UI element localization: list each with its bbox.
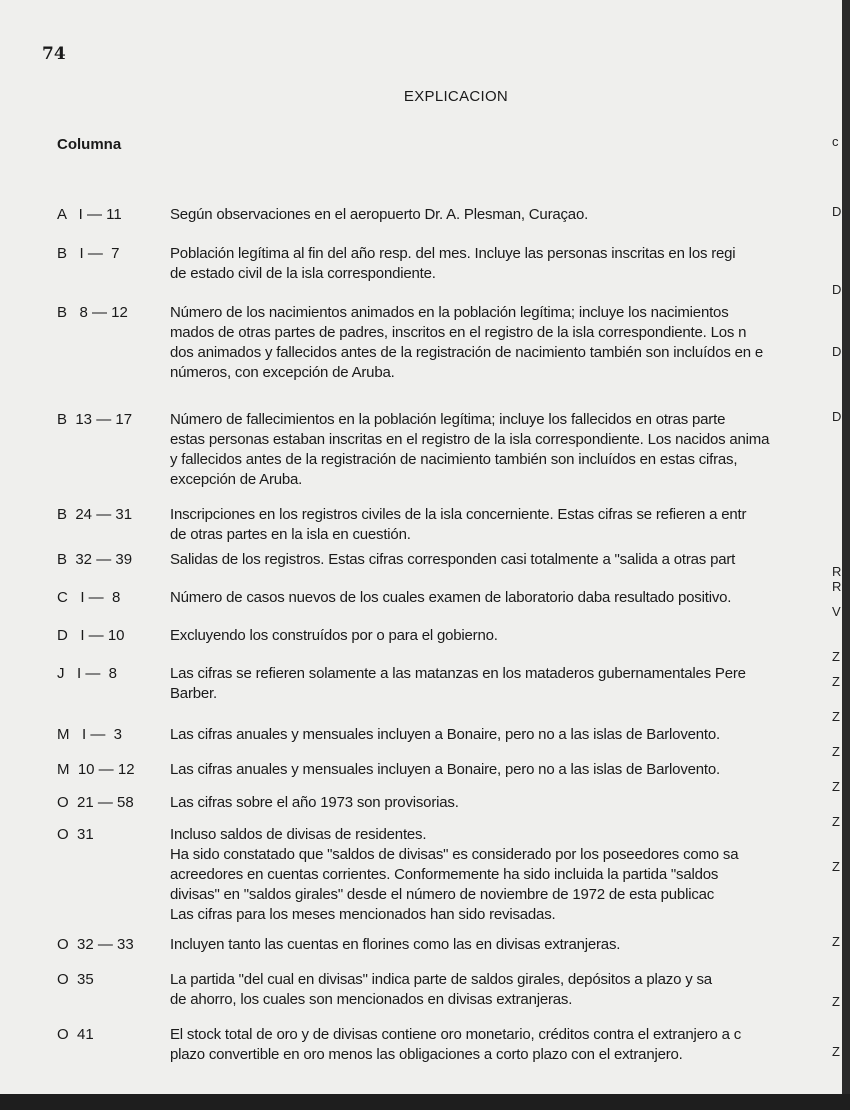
text-line: Las cifras anuales y mensuales incluyen a Bonaire, pero no a las islas de Barlovento.	[170, 726, 720, 743]
text-line: Las cifras sobre el año 1973 son provisorias.	[170, 794, 459, 811]
explanation-text	[170, 626, 828, 646]
margin-letter: Z	[832, 1044, 840, 1059]
explanation-text	[170, 205, 828, 225]
column-code: O 32 — 33	[57, 936, 134, 953]
explanation-text	[170, 303, 828, 383]
margin-letter: R	[832, 579, 842, 594]
explanation-text	[170, 244, 828, 284]
text-line: Salidas de los registros. Estas cifras corresponden casi totalmente a "salida a otras part	[170, 551, 736, 568]
column-code: J I — 8	[57, 665, 118, 682]
column-code: B 13 — 17	[57, 411, 133, 428]
column-code: B 32 — 39	[57, 551, 133, 568]
margin-letter: Z	[832, 779, 840, 794]
explanation-text	[170, 760, 828, 780]
explanation-text	[170, 725, 828, 745]
text-line: Según observaciones en el aeropuerto Dr. A. Plesman, Curaçao.	[170, 206, 589, 223]
margin-letter: Z	[832, 934, 840, 949]
text-line: de ahorro, los cuales son mencionados en divisas extranjeras.	[170, 991, 573, 1008]
text-line: divisas" en "saldos girales" desde el número de noviembre de 1972 de esta publicac	[170, 886, 715, 903]
margin-letter: D	[832, 282, 842, 297]
explanation-text	[170, 970, 828, 1010]
text-line: números, con excepción de Aruba.	[170, 364, 395, 381]
column-code: B I — 7	[57, 245, 120, 262]
explanation-text	[170, 1025, 828, 1065]
text-line: Incluso saldos de divisas de residentes.	[170, 826, 427, 843]
text-line: El stock total de oro y de divisas contiene oro monetario, créditos contra el extranjero a c	[170, 1026, 742, 1043]
text-line: de otras partes en la isla en cuestión.	[170, 526, 411, 543]
margin-letter: D	[832, 204, 842, 219]
margin-letter: Z	[832, 649, 840, 664]
text-line: La partida "del cual en divisas" indica parte de saldos girales, depósitos a plazo y sa	[170, 971, 712, 988]
column-code: M I — 3	[57, 726, 123, 743]
column-code: O 41	[57, 1026, 94, 1043]
text-line: Número de los nacimientos animados en la población legítima; incluye los nacimientos	[170, 304, 729, 321]
margin-letter: Z	[832, 814, 840, 829]
text-line: estas personas estaban inscritas en el registro de la isla correspondiente. Los nacidos anima	[170, 431, 770, 448]
column-code: B 8 — 12	[57, 304, 128, 321]
text-line: plazo convertible en oro menos las obligaciones a corto plazo con el extranjero.	[170, 1046, 683, 1063]
text-line: Barber.	[170, 685, 217, 702]
margin-letter: R	[832, 564, 842, 579]
page-number: 74	[42, 44, 66, 64]
text-line: acreedores en cuentas corrientes. Conformemente ha sido incluida la partida "saldos	[170, 866, 719, 883]
margin-letter: Z	[832, 709, 840, 724]
text-line: dos animados y fallecidos antes de la registración de nacimiento también son incluídos en e	[170, 344, 763, 361]
text-line: mados de otras partes de padres, inscritos en el registro de la isla correspondiente. Los n	[170, 324, 747, 341]
column-code: B 24 — 31	[57, 506, 133, 523]
text-line: Ha sido constatado que "saldos de divisas" es considerado por los poseedores como sa	[170, 846, 739, 863]
column-header: Columna	[57, 136, 122, 153]
explanation-text	[170, 664, 828, 704]
margin-letter: Z	[832, 859, 840, 874]
column-code: O 31	[57, 826, 94, 843]
text-line: y fallecidos antes de la registración de nacimiento también son incluídos en estas cifras,	[170, 451, 738, 468]
text-line: de estado civil de la isla correspondiente.	[170, 265, 436, 282]
margin-letter: V	[832, 604, 841, 619]
column-code: O 21 — 58	[57, 794, 134, 811]
text-line: Excluyendo los construídos por o para el gobierno.	[170, 627, 498, 644]
text-line: Las cifras se refieren solamente a las matanzas en los mataderos gubernamentales Pere	[170, 665, 746, 682]
column-code: O 35	[57, 971, 94, 988]
margin-letter: c	[832, 134, 839, 149]
margin-letter: D	[832, 409, 842, 424]
explanation-text	[170, 935, 828, 955]
text-line: Población legítima al fin del año resp. del mes. Incluye las personas inscritas en los regi	[170, 245, 736, 262]
text-line: Inscripciones en los registros civiles de la isla concerniente. Estas cifras se refieren a entr	[170, 506, 747, 523]
margin-letter: D	[832, 344, 842, 359]
explanation-text	[170, 793, 828, 813]
margin-letter: Z	[832, 994, 840, 1009]
column-code: D I — 10	[57, 627, 125, 644]
page-title: EXPLICACION	[403, 88, 509, 105]
explanation-text	[170, 588, 828, 608]
explanation-text	[170, 410, 828, 490]
scan-edge-right	[842, 0, 850, 1110]
explanation-text	[170, 550, 828, 570]
text-line: Número de casos nuevos de los cuales examen de laboratorio daba resultado positivo.	[170, 589, 732, 606]
text-line: Incluyen tanto las cuentas en florines como las en divisas extranjeras.	[170, 936, 621, 953]
column-code: A I — 11	[57, 206, 122, 223]
text-line: Las cifras para los meses mencionados han sido revisadas.	[170, 906, 556, 923]
scan-edge-bottom	[0, 1094, 850, 1110]
explanation-text	[170, 505, 828, 545]
margin-letter: Z	[832, 744, 840, 759]
explanation-text	[170, 825, 828, 925]
text-line: Número de fallecimientos en la población legítima; incluye los fallecidos en otras parte	[170, 411, 726, 428]
margin-letter: Z	[832, 674, 840, 689]
column-code: C I — 8	[57, 589, 121, 606]
text-line: Las cifras anuales y mensuales incluyen a Bonaire, pero no a las islas de Barlovento.	[170, 761, 720, 778]
text-line: excepción de Aruba.	[170, 471, 303, 488]
column-code: M 10 — 12	[57, 761, 135, 778]
